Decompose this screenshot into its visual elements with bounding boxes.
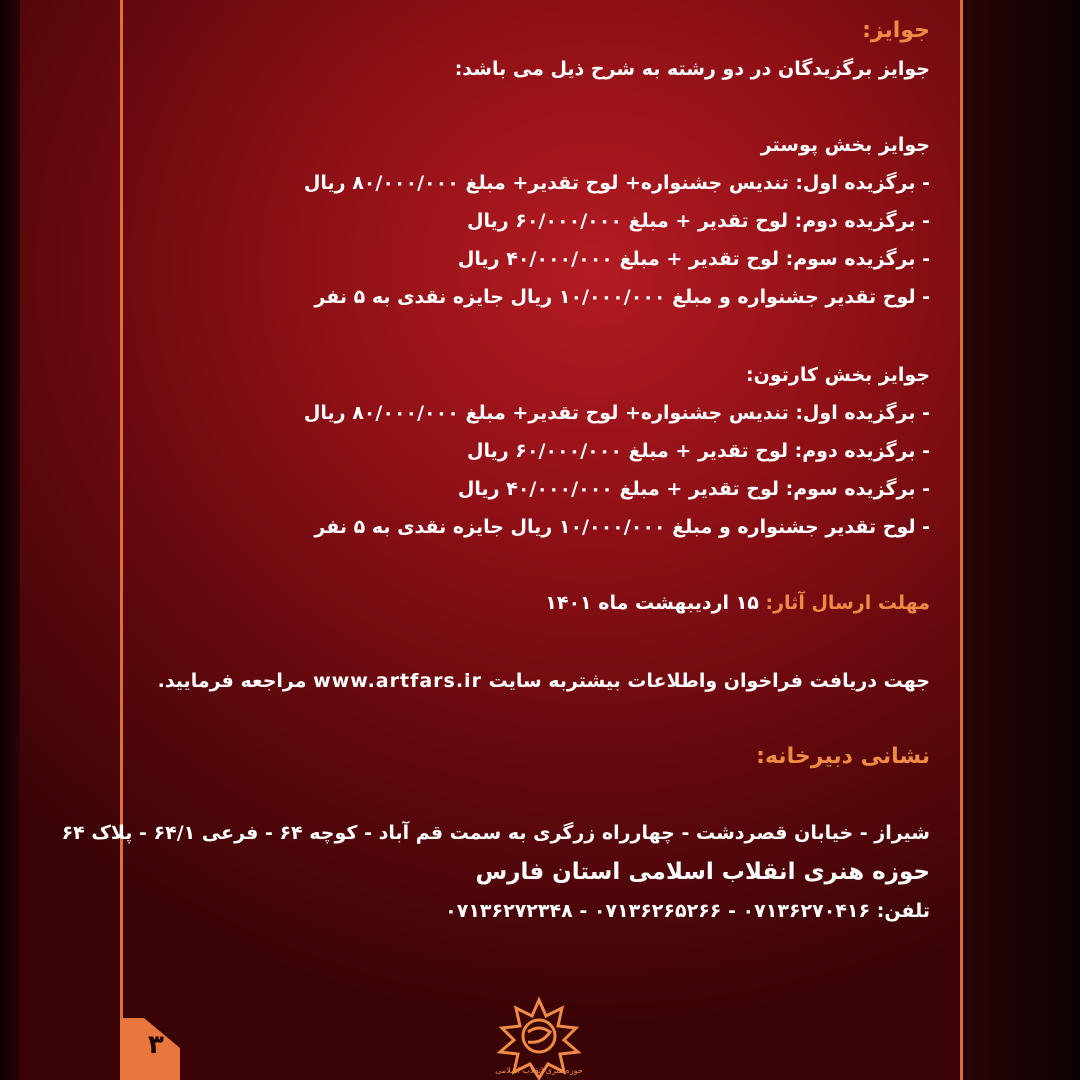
- address-heading: نشانی دبیرخانه:: [756, 744, 930, 769]
- poster-prize-1: - برگزیده اول: تندیس جشنواره+ لوح تقدیر+ مبلغ ۸۰/۰۰۰/۰۰۰ ریال: [303, 172, 930, 194]
- more-info-prefix: جهت دریافت فراخوان واطلاعات بیشتربه سایت: [488, 670, 930, 692]
- page-number: ۳: [148, 1030, 164, 1060]
- poster-section-title: جوایز بخش پوستر: [760, 134, 930, 156]
- address-street: شیراز - خیابان قصردشت - چهارراه زرگری به سمت قم آباد - کوچه ۶۴ - فرعی ۶۴/۱ - پلاک ۶۴: [61, 822, 930, 844]
- more-info: [140, 662, 930, 700]
- website-link[interactable]: www.artfars.ir: [313, 670, 482, 692]
- left-dark-border: [0, 0, 20, 1080]
- poster-prize-honorable: - لوح تقدیر جشنواره و مبلغ ۱۰/۰۰۰/۰۰۰ ریال جایزه نقدی به ۵ نفر: [314, 286, 930, 308]
- deadline: [140, 584, 930, 622]
- organization-name: حوزه هنری انقلاب اسلامی استان فارس: [475, 859, 930, 885]
- phone-numbers: تلفن: ۰۷۱۳۶۲۷۰۴۱۶ - ۰۷۱۳۶۲۶۵۲۶۶ - ۰۷۱۳۶۲۷۲۳۴۸: [445, 900, 930, 922]
- poster-prize-2: - برگزیده دوم: لوح تقدیر + مبلغ ۶۰/۰۰۰/۰۰۰ ریال: [466, 210, 930, 232]
- poster-prize-3: - برگزیده سوم: لوح تقدیر + مبلغ ۴۰/۰۰۰/۰۰۰ ریال: [457, 248, 930, 270]
- prizes-heading: جوایز:: [862, 18, 930, 43]
- cartoon-section-title: جوایز بخش کارتون:: [746, 364, 930, 386]
- cartoon-prize-2: - برگزیده دوم: لوح تقدیر + مبلغ ۶۰/۰۰۰/۰۰۰ ریال: [466, 440, 930, 462]
- cartoon-prize-3: - برگزیده سوم: لوح تقدیر + مبلغ ۴۰/۰۰۰/۰۰۰ ریال: [457, 478, 930, 500]
- more-info-suffix: مراجعه فرمایید.: [157, 670, 307, 692]
- cartoon-prize-1: - برگزیده اول: تندیس جشنواره+ لوح تقدیر+ مبلغ ۸۰/۰۰۰/۰۰۰ ریال: [303, 402, 930, 424]
- logo-caption: حوزه هنری انقلاب اسلامی: [495, 1066, 583, 1075]
- cartoon-prize-honorable: - لوح تقدیر جشنواره و مبلغ ۱۰/۰۰۰/۰۰۰ ریال جایزه نقدی به ۵ نفر: [314, 516, 930, 538]
- main-content: [61, 12, 930, 930]
- right-dark-border: [960, 0, 1080, 1080]
- deadline-value: ۱۵ اردیبهشت ماه ۱۴۰۱: [545, 592, 759, 614]
- prizes-intro: جوایز برگزیدگان در دو رشته به شرح ذیل می باشد:: [454, 58, 930, 80]
- deadline-label: مهلت ارسال آثار:: [765, 592, 930, 614]
